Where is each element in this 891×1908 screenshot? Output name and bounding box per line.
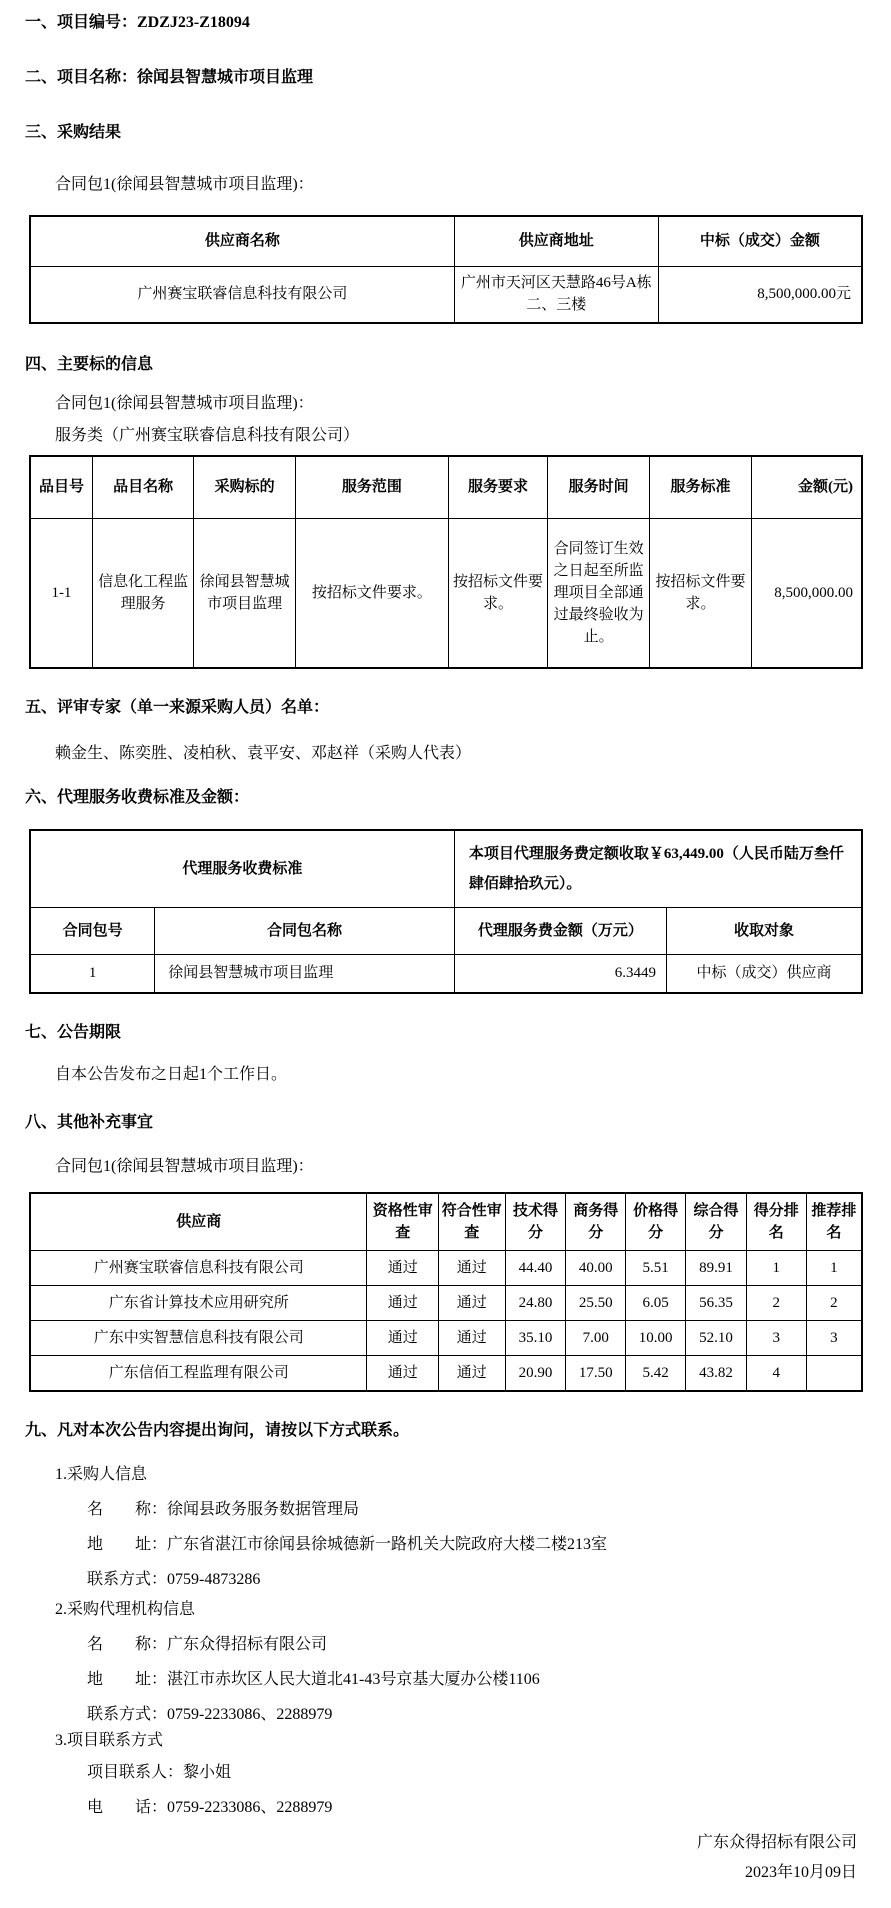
col-header-price-score: 价格得分 <box>626 1193 686 1251</box>
agency-contact: 联系方式：0759-2233086、2288979 <box>87 1705 333 1723</box>
score-rank-cell: 4 <box>746 1356 806 1391</box>
package-name-cell: 徐闻县智慧城市项目监理 <box>155 955 455 993</box>
amount-cell: 8,500,000.00 <box>751 518 862 668</box>
technical-score-cell: 44.40 <box>505 1251 566 1286</box>
table-row <box>30 1356 862 1391</box>
col-header-item-no: 品目号 <box>30 456 92 518</box>
purchaser-address: 地 址：广东省湛江市徐闻县徐城德新一路机关大院政府大楼二楼213室 <box>87 1535 608 1553</box>
conformity-cell: 通过 <box>439 1356 506 1391</box>
qualification-cell: 通过 <box>367 1251 439 1286</box>
col-header-item-name: 品目名称 <box>92 456 194 518</box>
business-score-cell: 7.00 <box>566 1321 626 1356</box>
col-header-amount: 金额(元) <box>751 456 862 518</box>
col-header-package-no: 合同包号 <box>30 908 155 955</box>
col-header-conformity-review: 符合性审查 <box>439 1193 506 1251</box>
score-rank-cell: 3 <box>746 1321 806 1356</box>
total-score-cell: 52.10 <box>686 1321 747 1356</box>
supplier-cell: 广东中实智慧信息科技有限公司 <box>30 1321 367 1356</box>
supplier-address-cell: 广州市天河区天慧路46号A栋二、三楼 <box>454 266 658 323</box>
table-row <box>30 1251 862 1286</box>
announcement-period-body: 自本公告发布之日起1个工作日。 <box>55 1065 288 1083</box>
project-contact-phone: 电 话：0759-2233086、2288979 <box>87 1798 333 1816</box>
award-amount-cell: 8,500,000.00元 <box>658 266 862 323</box>
service-scope-cell: 按招标文件要求。 <box>295 518 448 668</box>
col-header-package-name: 合同包名称 <box>155 908 455 955</box>
conformity-cell: 通过 <box>439 1321 506 1356</box>
price-score-cell: 5.42 <box>626 1356 686 1391</box>
table-row <box>30 1321 862 1356</box>
col-header-supplier-name: 供应商名称 <box>30 216 454 266</box>
recommend-rank-cell <box>806 1356 862 1391</box>
business-score-cell: 17.50 <box>566 1356 626 1391</box>
table-header-row <box>30 456 862 518</box>
technical-score-cell: 20.90 <box>505 1356 566 1391</box>
col-header-award-amount: 中标（成交）金额 <box>658 216 862 266</box>
item-no-cell: 1-1 <box>30 518 92 668</box>
table-header-row <box>30 216 862 266</box>
heading-procurement-result: 三、采购结果 <box>25 124 122 141</box>
col-header-fee-payer: 收取对象 <box>666 908 862 955</box>
item-name-cell: 信息化工程监理服务 <box>92 518 194 668</box>
project-contact-title: 3.项目联系方式 <box>55 1731 164 1749</box>
heading-contact: 九、凡对本次公告内容提出询问，请按以下方式联系。 <box>25 1421 410 1439</box>
col-header-service-scope: 服务范围 <box>295 456 448 518</box>
table-row <box>30 955 862 993</box>
agency-name: 名 称：广东众得招标有限公司 <box>87 1635 328 1653</box>
package-no-cell: 1 <box>30 955 155 993</box>
col-header-technical-score: 技术得分 <box>505 1193 566 1251</box>
purchaser-info-title: 1.采购人信息 <box>55 1465 148 1483</box>
technical-score-cell: 35.10 <box>505 1321 566 1356</box>
procurement-subject-cell: 徐闻县智慧城市项目监理 <box>194 518 296 668</box>
result-table <box>29 215 863 324</box>
agency-info-title: 2.采购代理机构信息 <box>55 1600 196 1618</box>
service-time-cell: 合同签订生效之日起至所监理项目全部通过最终验收为止。 <box>547 518 649 668</box>
col-header-fee-amount: 代理服务费金额（万元） <box>454 908 666 955</box>
fee-payer-cell: 中标（成交）供应商 <box>666 955 862 993</box>
heading-announcement-period: 七、公告期限 <box>25 1023 122 1041</box>
fee-standard-label-cell: 代理服务收费标准 <box>30 830 454 908</box>
service-requirement-cell: 按招标文件要求。 <box>448 518 547 668</box>
total-score-cell: 89.91 <box>686 1251 747 1286</box>
recommend-rank-cell: 1 <box>806 1251 862 1286</box>
heading-subject-info: 四、主要标的信息 <box>25 356 154 373</box>
col-header-service-time: 服务时间 <box>547 456 649 518</box>
supplier-cell: 广州赛宝联睿信息科技有限公司 <box>30 1251 367 1286</box>
table-row <box>30 830 862 908</box>
col-header-recommend-rank: 推荐排名 <box>806 1193 862 1251</box>
col-header-score-rank: 得分排名 <box>746 1193 806 1251</box>
purchaser-name: 名 称：徐闻县政务服务数据管理局 <box>87 1500 360 1518</box>
col-header-service-requirement: 服务要求 <box>448 456 547 518</box>
col-header-business-score: 商务得分 <box>566 1193 626 1251</box>
heading-other-matters: 八、其他补充事宜 <box>25 1113 154 1131</box>
score-table <box>29 1192 863 1392</box>
qualification-cell: 通过 <box>367 1286 439 1321</box>
supplier-cell: 广东省计算技术应用研究所 <box>30 1286 367 1321</box>
col-header-procurement-subject: 采购标的 <box>194 456 296 518</box>
fee-amount-cell: 6.3449 <box>454 955 666 993</box>
table-row <box>30 266 862 323</box>
supplier-cell: 广东信佰工程监理有限公司 <box>30 1356 367 1391</box>
col-header-supplier: 供应商 <box>30 1193 367 1251</box>
table-row <box>30 518 862 668</box>
heading-project-number: 一、项目编号：ZDZJ23-Z18094 <box>25 14 250 31</box>
qualification-cell: 通过 <box>367 1321 439 1356</box>
fee-standard-text-cell: 本项目代理服务费定额收取￥63,449.00（人民币陆万叁仟肆佰肆拾玖元）。 <box>454 830 862 908</box>
total-score-cell: 43.82 <box>686 1356 747 1391</box>
experts-list: 赖金生、陈奕胜、凌柏秋、袁平安、邓赵祥（采购人代表） <box>55 745 472 762</box>
subject-detail-table <box>29 455 863 669</box>
score-rank-cell: 1 <box>746 1251 806 1286</box>
heading-experts: 五、评审专家（单一来源采购人员）名单： <box>25 699 330 716</box>
business-score-cell: 25.50 <box>566 1286 626 1321</box>
price-score-cell: 5.51 <box>626 1251 686 1286</box>
conformity-cell: 通过 <box>439 1286 506 1321</box>
table-header-row <box>30 908 862 955</box>
service-standard-cell: 按招标文件要求。 <box>650 518 752 668</box>
col-header-supplier-address: 供应商地址 <box>454 216 658 266</box>
supplier-name-cell: 广州赛宝联睿信息科技有限公司 <box>30 266 454 323</box>
col-header-qualification-review: 资格性审查 <box>367 1193 439 1251</box>
package-label: 合同包1(徐闻县智慧城市项目监理)： <box>55 395 314 412</box>
table-header-row <box>30 1193 862 1251</box>
project-contact-person: 项目联系人：黎小姐 <box>87 1763 232 1781</box>
package-label: 合同包1(徐闻县智慧城市项目监理)： <box>55 1157 314 1175</box>
package-label: 合同包1(徐闻县智慧城市项目监理)： <box>55 176 314 193</box>
agency-address: 地 址：湛江市赤坎区人民大道北41-43号京基大厦办公楼1106 <box>87 1670 540 1688</box>
score-rank-cell: 2 <box>746 1286 806 1321</box>
table-row <box>30 1286 862 1321</box>
col-header-service-standard: 服务标准 <box>650 456 752 518</box>
recommend-rank-cell: 2 <box>806 1286 862 1321</box>
agency-fee-table <box>29 829 863 994</box>
heading-agency-fee: 六、代理服务收费标准及金额： <box>25 789 250 806</box>
qualification-cell: 通过 <box>367 1356 439 1391</box>
technical-score-cell: 24.80 <box>505 1286 566 1321</box>
heading-project-name: 二、项目名称：徐闻县智慧城市项目监理 <box>25 69 314 86</box>
price-score-cell: 6.05 <box>626 1286 686 1321</box>
footer-date: 2023年10月09日 <box>744 1863 857 1881</box>
business-score-cell: 40.00 <box>566 1251 626 1286</box>
category-label: 服务类（广州赛宝联睿信息科技有限公司） <box>55 427 360 444</box>
col-header-total-score: 综合得分 <box>686 1193 747 1251</box>
total-score-cell: 56.35 <box>686 1286 747 1321</box>
purchaser-contact: 联系方式：0759-4873286 <box>87 1570 261 1588</box>
conformity-cell: 通过 <box>439 1251 506 1286</box>
footer-company: 广东众得招标有限公司 <box>696 1833 857 1851</box>
recommend-rank-cell: 3 <box>806 1321 862 1356</box>
price-score-cell: 10.00 <box>626 1321 686 1356</box>
